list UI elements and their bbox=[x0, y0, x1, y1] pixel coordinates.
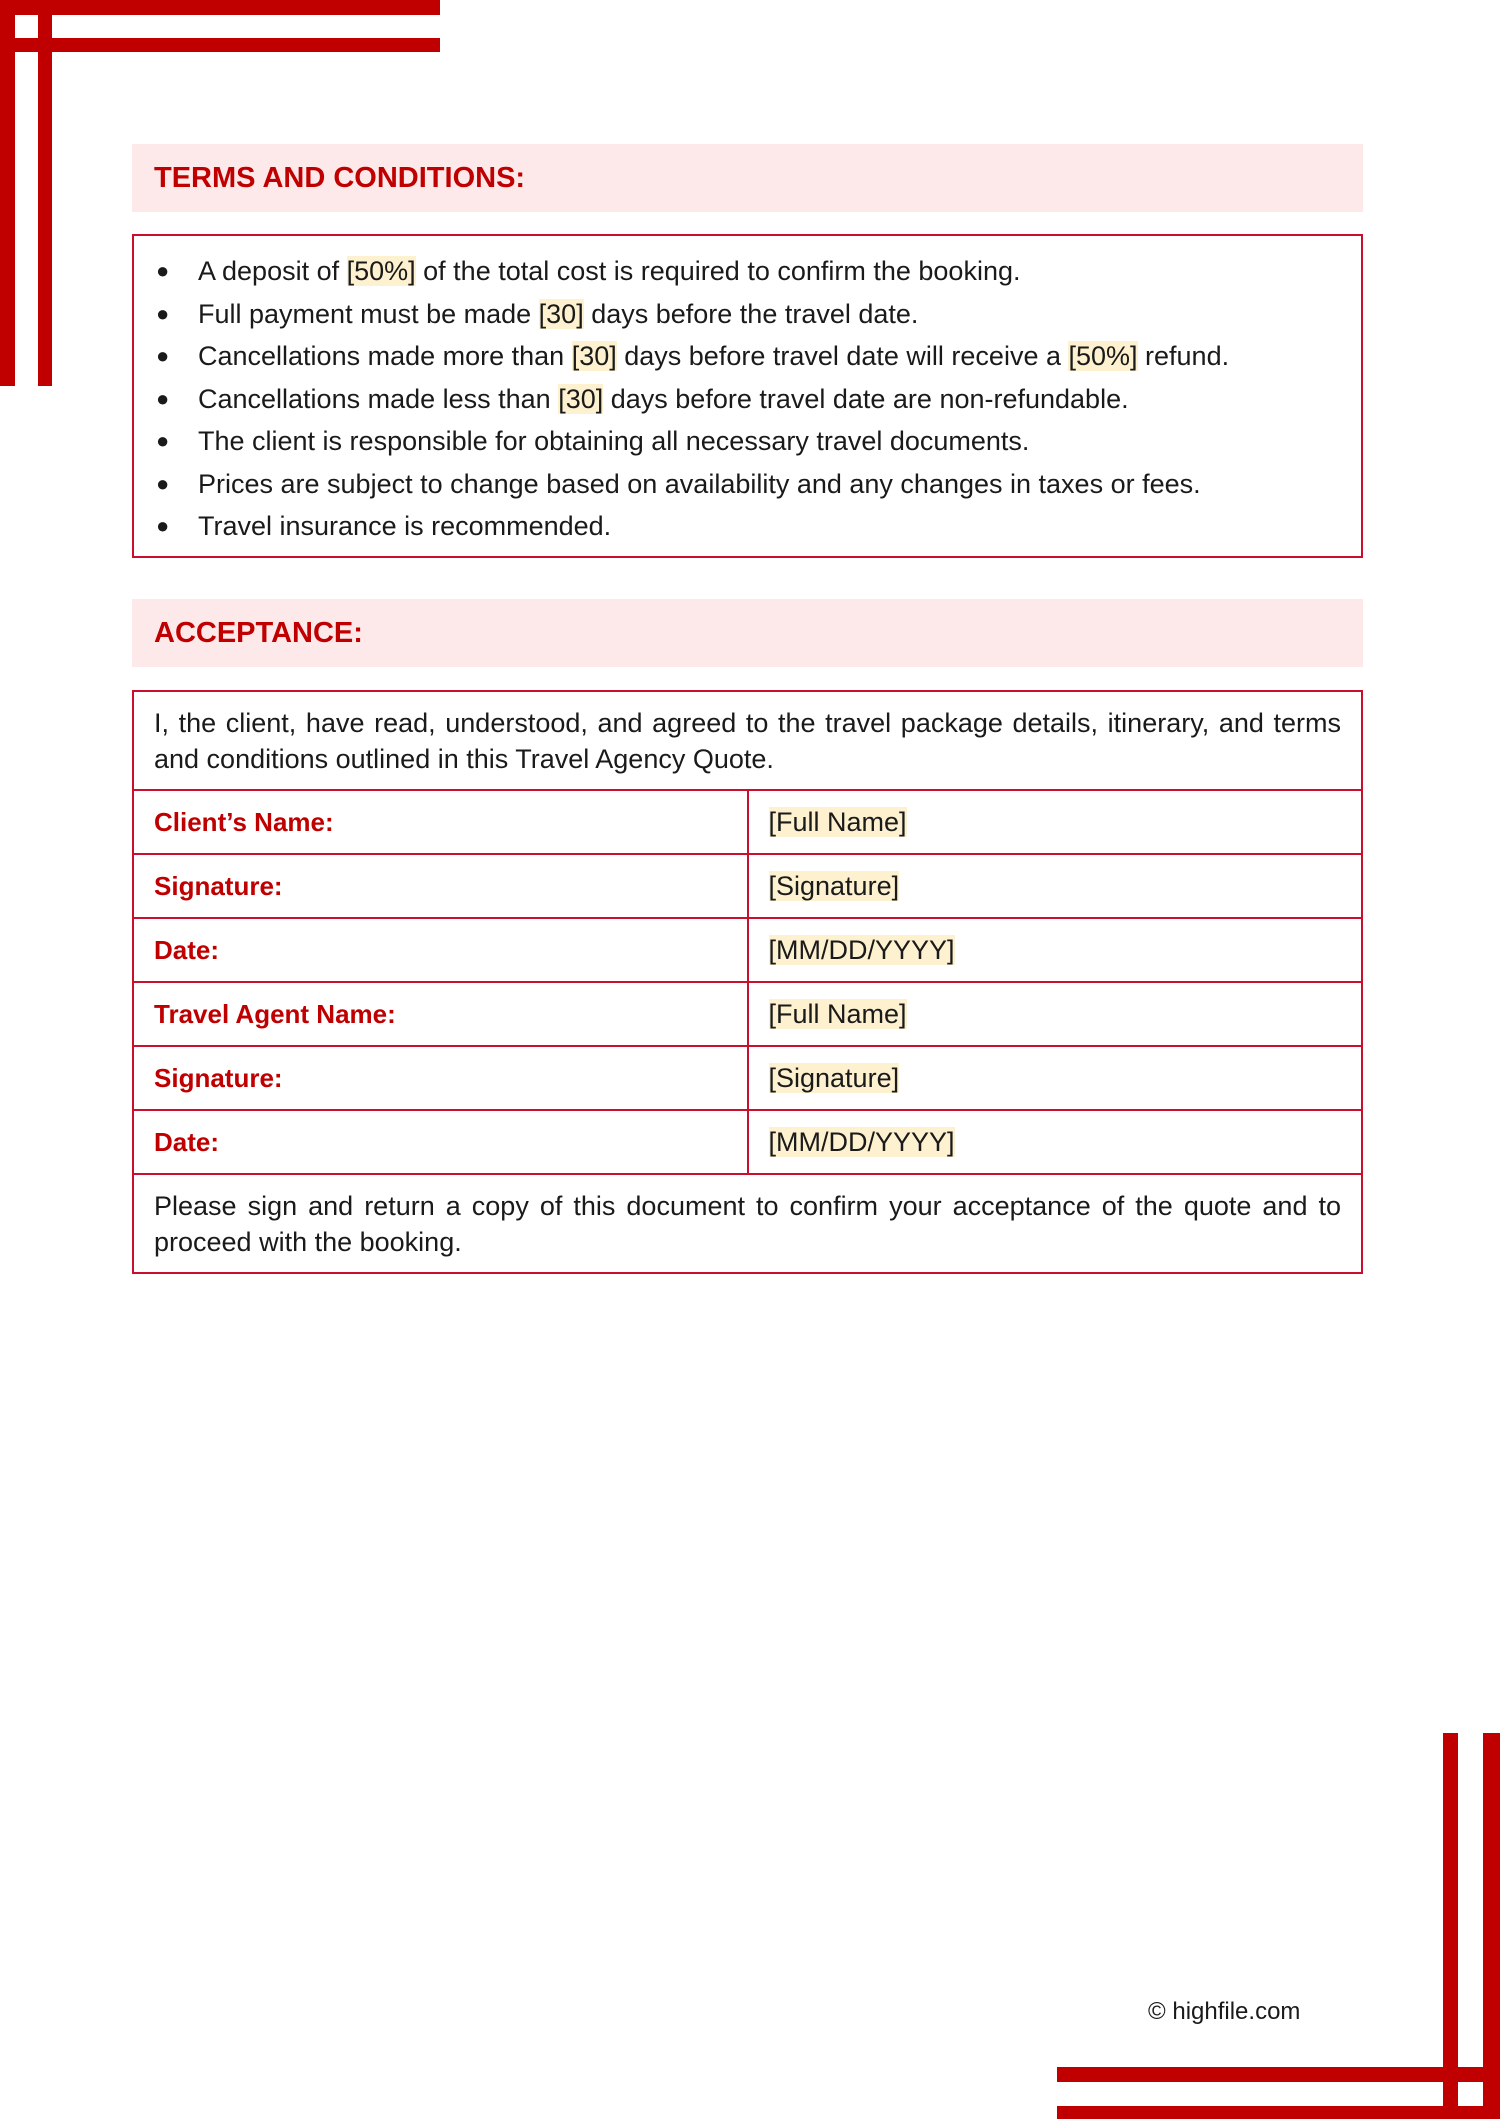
terms-text: Full payment must be made bbox=[198, 298, 539, 329]
client-date-label: Date: bbox=[133, 918, 748, 982]
placeholder-value[interactable]: [30] bbox=[571, 341, 617, 371]
placeholder-value[interactable]: [30] bbox=[538, 298, 584, 329]
bullet-icon: ● bbox=[156, 470, 170, 496]
agent-signature-field[interactable]: [Signature] bbox=[768, 1062, 900, 1093]
terms-box bbox=[132, 234, 1363, 558]
client-date-row bbox=[133, 918, 1362, 982]
terms-item bbox=[154, 463, 1341, 506]
terms-item bbox=[154, 293, 1341, 336]
client-name-cell bbox=[748, 790, 1363, 854]
client-date-field[interactable]: [MM/DD/YYYY] bbox=[768, 934, 955, 965]
terms-text: days before travel date are non-refundable. bbox=[603, 383, 1129, 414]
terms-text: Cancellations made less than bbox=[198, 383, 559, 414]
agent-name-label: Travel Agent Name: bbox=[133, 982, 748, 1046]
agent-date-cell bbox=[748, 1110, 1363, 1174]
terms-list bbox=[154, 250, 1341, 548]
placeholder-value[interactable]: [50%] bbox=[1068, 341, 1138, 371]
terms-item bbox=[154, 250, 1341, 293]
terms-text: of the total cost is required to confirm the booking. bbox=[415, 256, 1021, 286]
agent-signature-cell bbox=[748, 1046, 1363, 1110]
client-name-row bbox=[133, 790, 1362, 854]
bullet-icon: ● bbox=[156, 343, 170, 368]
agent-name-row bbox=[133, 982, 1362, 1046]
footer-copyright: © highfile.com bbox=[1148, 1998, 1301, 2025]
acceptance-closing: Please sign and return a copy of this document to confirm your acceptance of the quote and to proceed with the booking. bbox=[133, 1174, 1362, 1273]
agent-name-cell bbox=[748, 982, 1363, 1046]
agent-name-field[interactable]: [Full Name] bbox=[768, 998, 907, 1029]
agent-signature-label: Signature: bbox=[133, 1046, 748, 1110]
terms-item bbox=[154, 505, 1341, 548]
terms-item bbox=[154, 420, 1341, 463]
client-signature-cell bbox=[748, 854, 1363, 918]
terms-text: A deposit of bbox=[198, 256, 347, 286]
placeholder-value[interactable]: [50%] bbox=[346, 256, 416, 286]
client-date-cell bbox=[748, 918, 1363, 982]
acceptance-table bbox=[132, 690, 1363, 1274]
terms-text: Prices are subject to change based on availability and any changes in taxes or fees. bbox=[198, 468, 1201, 499]
terms-text: The client is responsible for obtaining all necessary travel documents. bbox=[198, 426, 1030, 456]
agent-date-field[interactable]: [MM/DD/YYYY] bbox=[768, 1126, 955, 1157]
terms-text: refund. bbox=[1137, 341, 1230, 371]
bullet-icon: ● bbox=[156, 513, 170, 538]
client-name-field[interactable]: [Full Name] bbox=[768, 806, 907, 837]
terms-text: days before the travel date. bbox=[583, 298, 919, 329]
terms-text: Travel insurance is recommended. bbox=[198, 511, 612, 541]
client-signature-label: Signature: bbox=[133, 854, 748, 918]
bullet-icon: ● bbox=[156, 385, 170, 411]
acceptance-table-body bbox=[133, 691, 1362, 1273]
placeholder-value[interactable]: [30] bbox=[558, 383, 604, 414]
acceptance-intro-row bbox=[133, 691, 1362, 790]
terms-text: days before travel date will receive a bbox=[616, 341, 1069, 371]
bullet-icon: ● bbox=[156, 428, 170, 453]
terms-heading: TERMS AND CONDITIONS: bbox=[132, 144, 1363, 212]
bullet-icon: ● bbox=[156, 258, 170, 283]
terms-text: Cancellations made more than bbox=[198, 341, 572, 371]
agent-date-row bbox=[133, 1110, 1362, 1174]
client-signature-row bbox=[133, 854, 1362, 918]
acceptance-closing-row bbox=[133, 1174, 1362, 1273]
terms-item bbox=[154, 378, 1341, 421]
agent-signature-row bbox=[133, 1046, 1362, 1110]
bullet-icon: ● bbox=[156, 300, 170, 326]
terms-item bbox=[154, 335, 1341, 378]
agent-date-label: Date: bbox=[133, 1110, 748, 1174]
acceptance-intro: I, the client, have read, understood, and agreed to the travel package details, itinerary, and terms and conditions outlined in this Travel Agency Quote. bbox=[133, 691, 1362, 790]
acceptance-heading: ACCEPTANCE: bbox=[132, 599, 1363, 667]
client-name-label: Client’s Name: bbox=[133, 790, 748, 854]
client-signature-field[interactable]: [Signature] bbox=[768, 870, 900, 901]
